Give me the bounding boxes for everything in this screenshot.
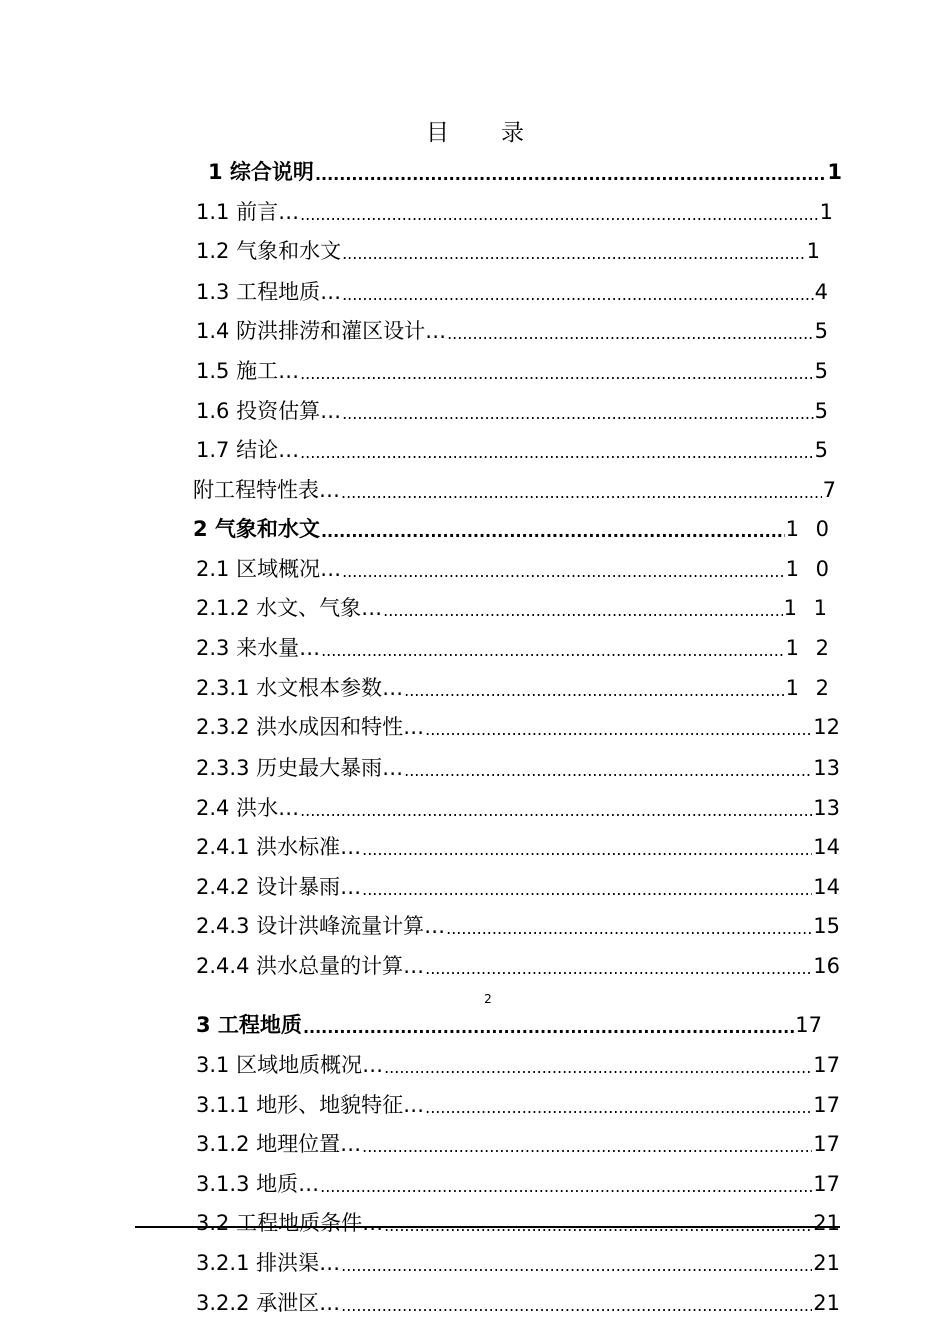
toc-entry-page: 4 [814,280,828,304]
toc-entry-label: 2.4.4 洪水总量的计算… [196,954,425,978]
toc-entry[interactable] [196,827,840,861]
toc-entry-page: 17 [813,1132,840,1156]
toc-entry-page: 21 [813,1251,840,1275]
toc-entry-page: 17 [813,1053,840,1077]
toc-entry-label: 2.3.3 历史最大暴雨… [196,756,404,780]
toc-entry-label: 2 气象和水文 [193,517,320,541]
toc-entry-label: 1.4 防洪排涝和灌区设计… [196,319,447,343]
toc-entry-label: 2.1 区域概况… [196,557,342,581]
toc-entry[interactable] [196,748,840,782]
title-char-1: 目 [426,120,449,146]
document-title [0,114,950,147]
toc-entry[interactable] [196,311,828,345]
toc-entry-page: 14 [813,875,840,899]
toc-entry[interactable] [196,549,834,583]
toc-entry-label: 附工程特性表… [193,478,340,502]
toc-entry-label: 3.1.3 地质… [196,1172,320,1196]
toc-entry-page: 1 2 [785,636,834,660]
toc-entry[interactable] [196,668,834,702]
toc-entry-label: 2.4 洪水… [196,796,300,820]
toc-entry-page: 17 [795,1013,822,1037]
toc-entry-label: 1.6 投资估算… [196,399,342,423]
toc-entry-label: 3.2.1 排洪渠… [196,1251,341,1275]
toc-entry-page: 1 2 [785,676,834,700]
horizontal-rule [135,1226,840,1228]
toc-entry-label: 1.1 前言… [196,200,300,224]
toc-entry-label: 1.3 工程地质… [196,280,342,304]
toc-entry-label: 1.2 气象和水文 [196,239,342,263]
toc-entry[interactable] [196,272,828,306]
toc-entry-page: 17 [813,1172,840,1196]
toc-entry[interactable] [196,1124,840,1158]
toc-entry-label: 3 工程地质 [196,1013,302,1037]
toc-entry-page: 13 [813,756,840,780]
toc-entry-label: 3.2.2 承泄区… [196,1291,341,1315]
toc-entry-page: 1 0 [785,557,834,581]
toc-entry[interactable] [196,1203,840,1237]
toc-entry[interactable] [196,351,828,385]
toc-entry-label: 2.1.2 水文、气象… [196,596,383,620]
toc-entry-page: 21 [813,1291,840,1315]
toc-entry[interactable] [196,192,833,226]
toc-entry-label: 3.1.2 地理位置… [196,1132,362,1156]
page-number: 2 [484,992,492,1006]
toc-entry[interactable] [196,588,832,622]
toc-entry-page: 5 [814,438,828,462]
toc-entry[interactable] [208,152,842,186]
toc-entry-label: 2.4.1 洪水标准… [196,835,362,859]
toc-entry[interactable] [196,1085,840,1119]
toc-entry[interactable] [196,788,840,822]
toc-entry-page: 7 [822,478,836,502]
toc-entry-label: 3.2 工程地质条件… [196,1211,384,1235]
toc-entry-label: 2.4.2 设计暴雨… [196,875,362,899]
toc-entry[interactable] [196,628,834,662]
toc-entry[interactable] [196,906,840,940]
toc-entry-page: 1 1 [783,596,832,620]
toc-entry-label: 3.1 区域地质概况… [196,1053,384,1077]
title-char-2: 录 [501,120,524,146]
toc-entry-label: 2.3 来水量… [196,636,321,660]
toc-entry-label: 2.4.3 设计洪峰流量计算… [196,914,446,938]
toc-entry-page: 13 [813,796,840,820]
toc-entry[interactable] [193,509,834,543]
toc-entry[interactable] [196,946,840,980]
toc-entry[interactable] [193,470,836,504]
toc-entry[interactable] [196,1243,840,1277]
toc-entry[interactable] [196,430,828,464]
toc-entry-page: 1 0 [785,517,834,541]
toc-entry-page: 5 [814,319,828,343]
toc-entry[interactable] [196,231,820,265]
toc-entry[interactable] [196,707,840,741]
toc-entry-page: 17 [813,1093,840,1117]
toc-entry-page: 1 [827,160,842,184]
toc-entry-page: 12 [813,715,840,739]
toc-entry[interactable] [196,1164,840,1198]
toc-entry-page: 5 [814,399,828,423]
toc-entry-page: 21 [813,1211,840,1235]
toc-entry-page: 15 [813,914,840,938]
toc-entry[interactable] [196,1005,822,1039]
toc-entry-label: 1 综合说明 [208,160,314,184]
toc-entry-label: 2.3.1 水文根本参数… [196,676,404,700]
toc-entry-label: 2.3.2 洪水成因和特性… [196,715,425,739]
toc-entry-page: 1 [806,239,820,263]
toc-entry-label: 1.5 施工… [196,359,300,383]
toc-entry-page: 1 [819,200,833,224]
toc-entry-page: 5 [814,359,828,383]
toc-entry[interactable] [196,1283,840,1317]
toc-entry-page: 14 [813,835,840,859]
toc-entry[interactable] [196,1045,840,1079]
toc-entry-label: 3.1.1 地形、地貌特征… [196,1093,425,1117]
toc-entry-label: 1.7 结论… [196,438,300,462]
toc-entry-page: 16 [813,954,840,978]
toc-entry[interactable] [196,867,840,901]
toc-entry[interactable] [196,391,828,425]
